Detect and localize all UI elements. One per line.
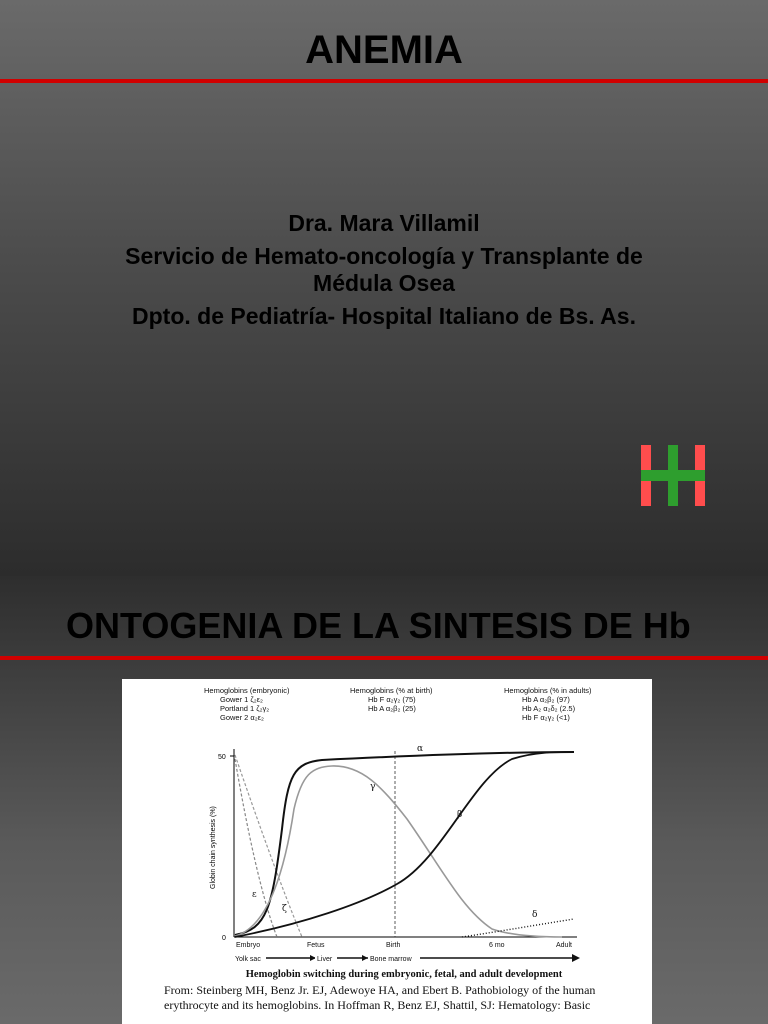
epsilon-label: ε: [252, 890, 257, 900]
header-embryonic-item: Gower 1 ζ₂ε₂: [220, 695, 263, 704]
header-embryonic-title: Hemoglobins (embryonic): [204, 686, 290, 695]
epsilon-curve: [235, 759, 277, 937]
hemoglobin-switching-figure: [122, 679, 652, 1024]
alpha-label: α: [417, 744, 424, 754]
title-divider: [0, 656, 768, 660]
header-adults-title: Hemoglobins (% in adults): [504, 686, 592, 695]
header-embryonic-item: Portland 1 ζ₂γ₂: [220, 704, 270, 713]
delta-label: δ: [532, 910, 538, 920]
zeta-curve: [235, 755, 302, 937]
author-block: [40, 210, 728, 330]
site-label: Yolk sac: [235, 956, 261, 963]
header-adults-item: Hb F α₂γ₂ (<1): [522, 713, 570, 722]
title-divider: [0, 79, 768, 83]
y-tick-label: 0: [222, 935, 226, 942]
slide-ontogenia: [0, 576, 768, 1024]
x-tick-label: Embryo: [236, 942, 261, 949]
header-birth-item: Hb A α₂β₂ (25): [368, 704, 416, 713]
site-label: Bone marrow: [370, 956, 412, 963]
header-birth-title: Hemoglobins (% at birth): [350, 686, 433, 695]
beta-label: β: [457, 810, 463, 820]
site-label: Liver: [317, 956, 333, 963]
service-line-2: Médula Osea: [313, 270, 455, 296]
gamma-label: γ: [370, 782, 376, 792]
x-tick-label: Fetus: [307, 942, 325, 949]
site-arrowhead: [572, 954, 580, 962]
slide-title: ANEMIA: [305, 28, 463, 72]
slide-title: ONTOGENIA DE LA SINTESIS DE Hb: [66, 605, 691, 646]
y-tick-label: 50: [218, 754, 226, 761]
x-tick-label: 6 mo: [489, 942, 505, 949]
figure-caption-title: Hemoglobin switching during embryonic, fetal, and adult development: [245, 969, 563, 980]
y-axis-label: Globin chain synthesis (%): [210, 806, 217, 889]
header-adults-item: Hb A α₂β₂ (97): [522, 695, 570, 704]
header-embryonic-item: Gower 2 α₂ε₂: [220, 713, 264, 722]
x-tick-label: Birth: [386, 942, 401, 949]
department-line: Dpto. de Pediatría- Hospital Italiano de Bs. As.: [132, 303, 636, 329]
author-name: Dra. Mara Villamil: [288, 210, 480, 236]
x-tick-label: Adult: [556, 942, 572, 949]
figure-caption-text: From: Steinberg MH, Benz Jr. EJ, Adewoye HA, and Ebert B. Pathobiology of the human erythrocyte and its hemoglobins. In Hoffman R, Benz EJ, Shattil, SJ: Hematology: Basic: [164, 983, 596, 1012]
header-birth-item: Hb F α₂γ₂ (75): [368, 695, 416, 704]
service-line-1: Servicio de Hemato-oncología y Transplante de: [125, 243, 643, 269]
zeta-label: ζ: [282, 904, 287, 914]
hospital-italiano-logo-icon: [641, 445, 705, 506]
header-adults-item: Hb A₂ α₂δ₂ (2.5): [522, 704, 576, 713]
